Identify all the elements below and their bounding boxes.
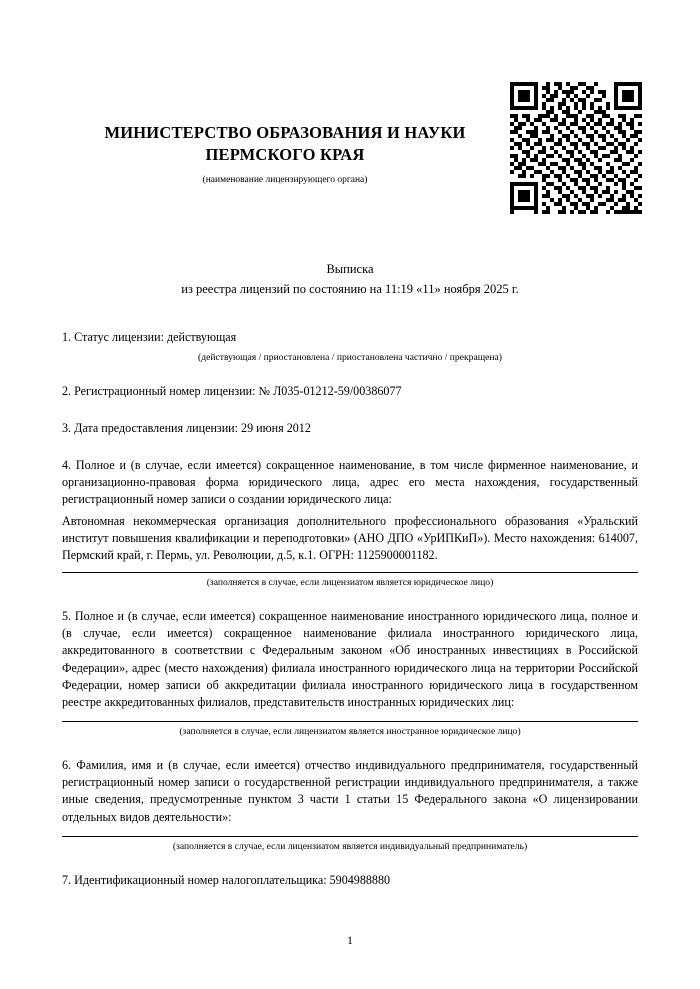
page-number: 1 [347, 935, 353, 947]
item-4-divider [62, 572, 638, 573]
item-6-divider [62, 836, 638, 837]
document-title-line2: из реестра лицензий по состоянию на 11:19 «11» ноября 2025 г. [181, 281, 519, 296]
item-7-taxpayer-number: 7. Идентификационный номер налогоплательщика: 5904988880 [62, 872, 391, 887]
document-title [62, 259, 638, 299]
item-3-license-date: 3. Дата предоставления лицензии: 29 июня 2012 [62, 420, 311, 435]
item-2-license-number: 2. Регистрационный номер лицензии: № Л035-01212-59/00386077 [62, 383, 402, 398]
ministry-title-line2: ПЕРМСКОГО КРАЯ [205, 144, 365, 164]
item-5-divider [62, 721, 638, 722]
item-4-note: (заполняется в случае, если лицензиатом является юридическое лицо) [206, 577, 494, 589]
item-1-status: 1. Статус лицензии: действующая [62, 329, 237, 344]
ministry-subtitle: (наименование лицензирующего органа) [202, 174, 368, 185]
item-5-foreign-entity-label: 5. Полное и (в случае, если имеется) сокращенное наименование иностранного юридического лица, полное и (в случае, если имеется) сокращенное наименование филиала иностранного юридического лица, аккредитованного в соответствии с Федеральным законом «Об иностранных инвестициях в Российской Федерации», адрес (место нахождения) филиала иностранного юридического лица на территории Российской Федерации, номер записи об аккредитации филиала иностранного юридического лица в государственном реестре аккредитованных филиалов, представительств иностранных юридических лиц: [62, 609, 638, 709]
item-4-legal-entity-label: 4. Полное и (в случае, если имеется) сокращенное наименование, в том числе фирменное наименование, и организационно-правовая форма юридического лица, адрес его места нахождения, государственный регистрационный номер записи о создании юридического лица: [62, 458, 638, 507]
item-5-note: (заполняется в случае, если лицензиатом является иностранное юридическое лицо) [179, 726, 521, 738]
qr-code [510, 82, 642, 214]
item-4-legal-entity-value: Автономная некоммерческая организация дополнительного профессионального образования «Уральский институт повышения квалификации и переподготовки» (АНО ДПО «УрИПКиП»). Место нахождения: 614007, Пермский край, г. Пермь, ул. Революции, д.5, к.1. ОГРН: 1125900001182. [62, 513, 638, 562]
item-6-note: (заполняется в случае, если лицензиатом является индивидуальный предприниматель) [172, 840, 528, 852]
item-1-note: (действующая / приостановлена / приостановлена частично / прекращена) [198, 351, 502, 363]
document-title-line1: Выписка [326, 261, 374, 276]
item-6-individual-entrepreneur-label: 6. Фамилия, имя и (в случае, если имеется) отчество индивидуального предпринимателя, государственный регистрационный номер записи о государственной регистрации индивидуального предпринимателя, а также иные сведения, предусмотренные пунктом 3 части 1 статьи 15 Федерального закона «О лицензировании отдельных видов деятельности»: [62, 758, 638, 824]
ministry-title-line1: МИНИСТЕРСТВО ОБРАЗОВАНИЯ И НАУКИ [104, 123, 466, 142]
